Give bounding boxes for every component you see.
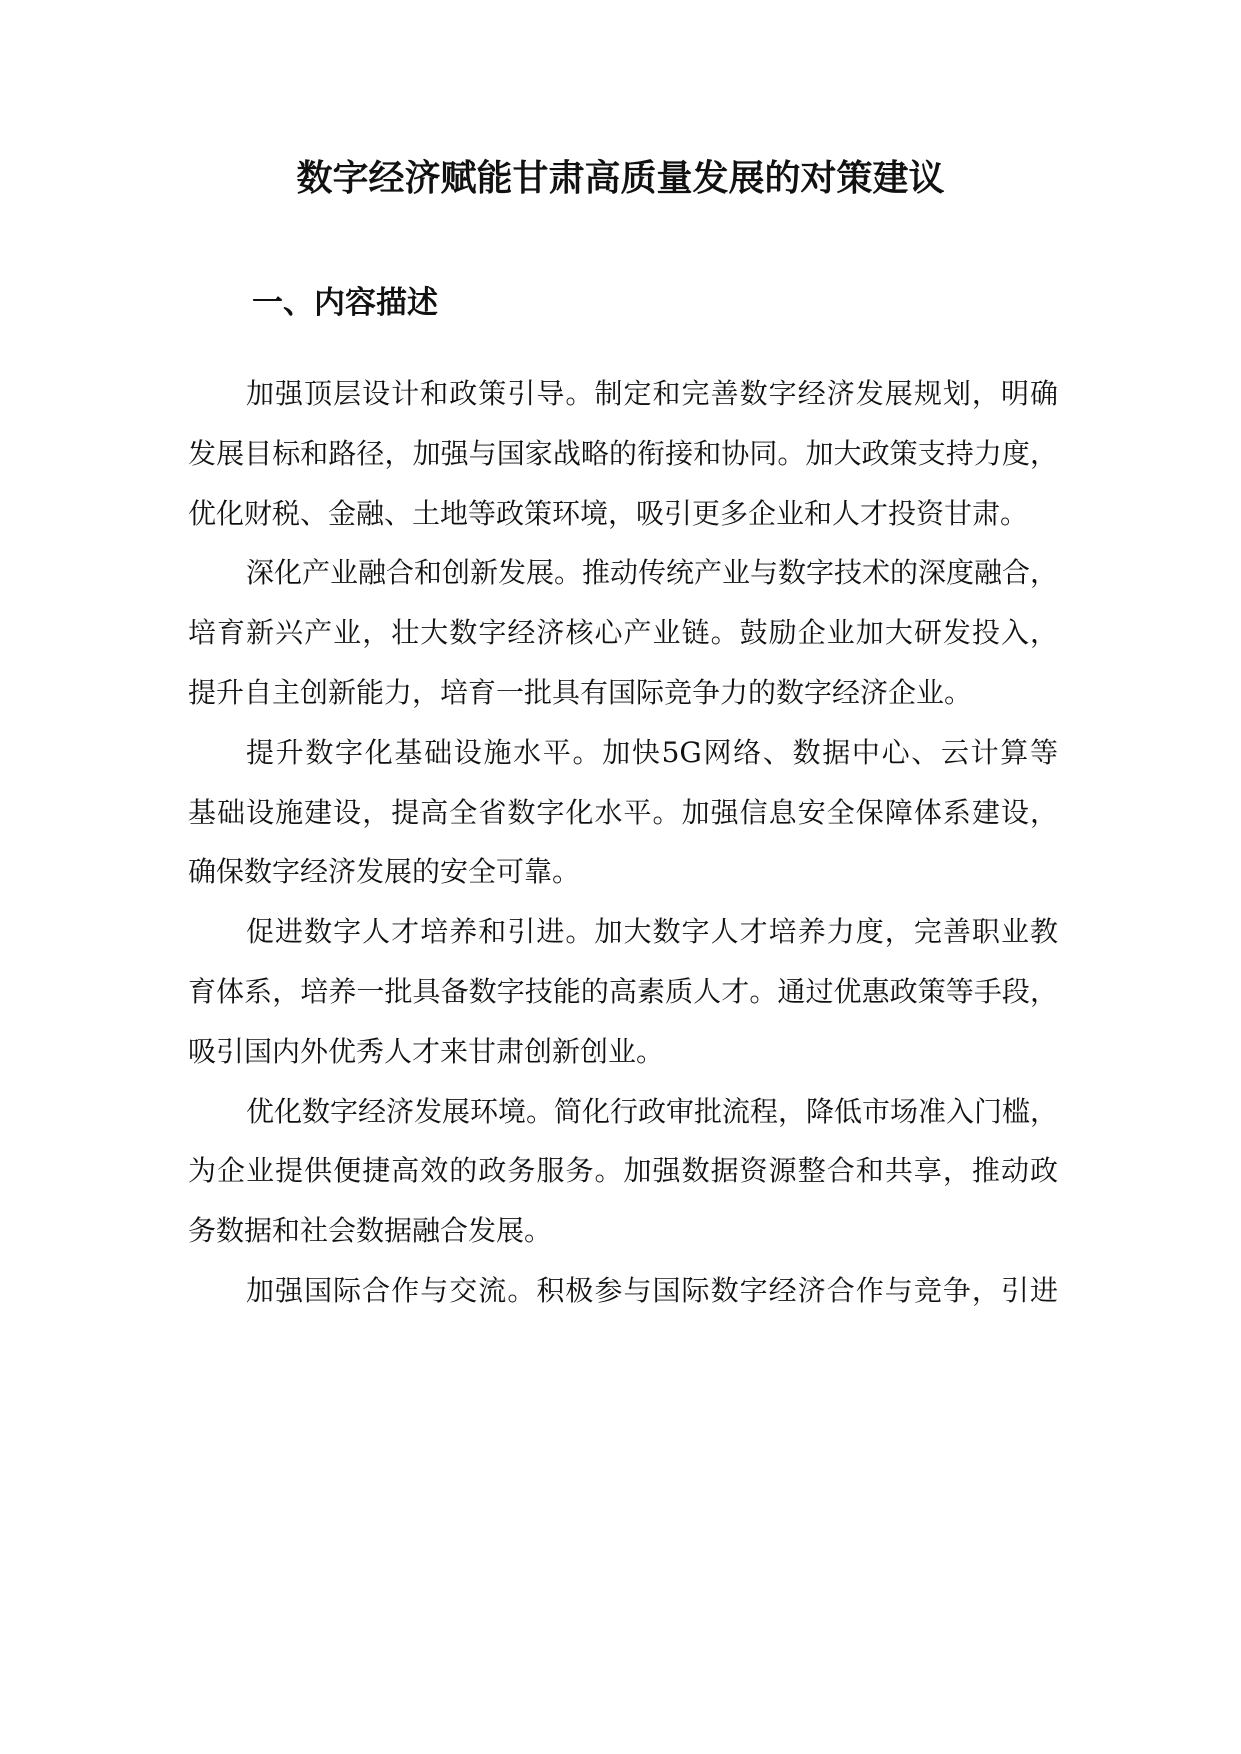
paragraph xyxy=(188,902,1058,1081)
section-heading: 一、内容描述 xyxy=(252,285,438,321)
paragraph xyxy=(188,543,1058,722)
paragraph xyxy=(188,1082,1058,1261)
paragraph-line: 发展目标和路径，加强与国家战略的衔接和协同。加大政策支持力度， xyxy=(188,436,1058,470)
paragraph-line: 为企业提供便捷高效的政务服务。加强数据资源整合和共享，推动政 xyxy=(188,1154,1058,1188)
paragraph xyxy=(188,723,1058,902)
document-body xyxy=(188,364,1058,1321)
paragraph-line: 深化产业融合和创新发展。推动传统产业与数字技术的深度融合， xyxy=(246,556,1058,590)
paragraph xyxy=(188,364,1058,543)
paragraph-line: 育体系，培养一批具备数字技能的高素质人才。通过优惠政策等手段， xyxy=(188,974,1058,1008)
paragraph xyxy=(188,1261,1058,1321)
paragraph-line: 优化财税、金融、土地等政策环境，吸引更多企业和人才投资甘肃。 xyxy=(188,496,1029,530)
paragraph-line: 培育新兴产业，壮大数字经济核心产业链。鼓励企业加大研发投入， xyxy=(188,616,1058,650)
paragraph-line: 促进数字人才培养和引进。加大数字人才培养力度，完善职业教 xyxy=(246,915,1058,949)
paragraph-line: 务数据和社会数据融合发展。 xyxy=(188,1214,553,1248)
paragraph-line: 优化数字经济发展环境。简化行政审批流程，降低市场准入门槛， xyxy=(246,1094,1058,1128)
paragraph-line: 提升自主创新能力，培育一批具有国际竞争力的数字经济企业。 xyxy=(188,675,973,709)
paragraph-line: 加强顶层设计和政策引导。制定和完善数字经济发展规划，明确 xyxy=(246,377,1058,410)
document-title: 数字经济赋能甘肃高质量发展的对策建议 xyxy=(296,157,945,199)
paragraph-line: 吸引国内外优秀人才来甘肃创新创业。 xyxy=(188,1034,665,1068)
paragraph-line: 提升数字化基础设施水平。加快5G网络、数据中心、云计算等 xyxy=(246,735,1058,769)
paragraph-line: 加强国际合作与交流。积极参与国际数字经济合作与竞争，引进 xyxy=(246,1273,1058,1307)
paragraph-line: 确保数字经济发展的安全可靠。 xyxy=(188,855,581,889)
paragraph-line: 基础设施建设，提高全省数字化水平。加强信息安全保障体系建设， xyxy=(188,795,1058,829)
